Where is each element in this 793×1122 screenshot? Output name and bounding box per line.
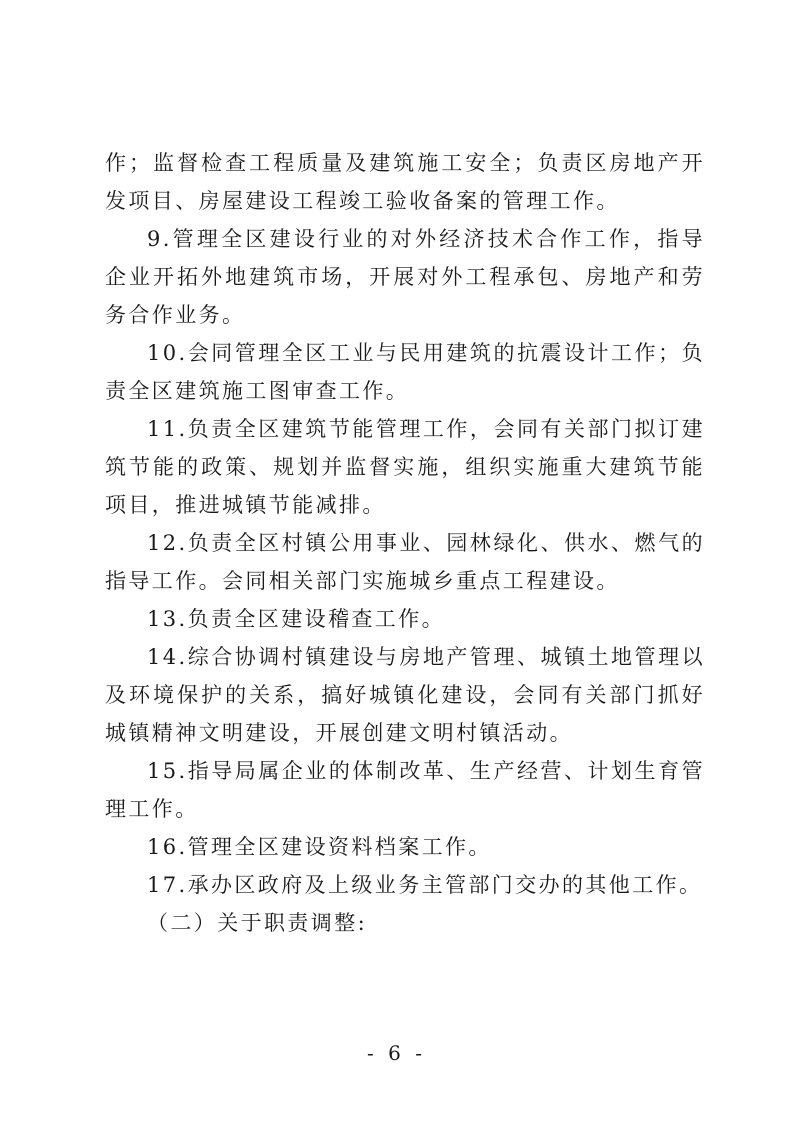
body-text	[105, 144, 705, 942]
paragraph-item-12: 12.负责全区村镇公用事业、园林绿化、供水、燃气的指导工作。会同相关部门实施城乡重点工程建设。	[105, 531, 705, 593]
section-sub-heading: （二）关于职责调整:	[147, 911, 368, 935]
paragraph-item-15: 15.指导局属企业的体制改革、生产经营、计划生育管理工作。	[105, 759, 705, 821]
paragraph-continuation: 作；监督检查工程质量及建筑施工安全；负责区房地产开发项目、房屋建设工程竣工验收备案的管理工作。	[105, 151, 705, 213]
paragraph-item-16: 16.管理全区建设资料档案工作。	[147, 835, 492, 859]
page-number: - 6 -	[367, 1041, 426, 1065]
paragraph-item-11: 11.负责全区建筑节能管理工作，会同有关部门拟订建筑节能的政策、规划并监督实施，组织实施重大建筑节能项目，推进城镇节能减排。	[105, 417, 705, 517]
paragraph-item-10: 10.会同管理全区工业与民用建筑的抗震设计工作；负责全区建筑施工图审查工作。	[105, 341, 705, 403]
paragraph-item-9: 9.管理全区建设行业的对外经济技术合作工作，指导企业开拓外地建筑市场，开展对外工程承包、房地产和劳务合作业务。	[105, 227, 705, 327]
paragraph-item-13: 13.负责全区建设稽查工作。	[147, 607, 445, 631]
paragraph-item-14: 14.综合协调村镇建设与房地产管理、城镇土地管理以及环境保护的关系，搞好城镇化建设，会同有关部门抓好城镇精神文明建设，开展创建文明村镇活动。	[105, 645, 705, 745]
paragraph-item-17: 17.承办区政府及上级业务主管部门交办的其他工作。	[147, 873, 703, 897]
